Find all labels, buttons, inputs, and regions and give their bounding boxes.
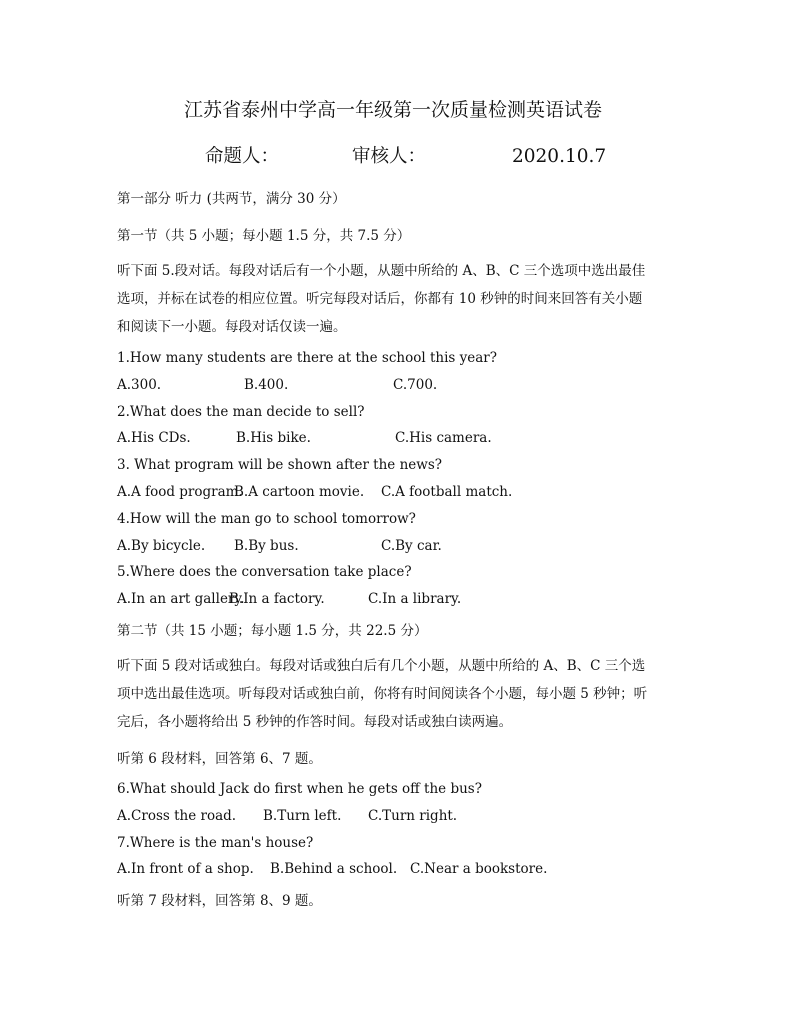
q6-option-a: A.Cross the road.	[117, 808, 237, 824]
section2-instruction-line: 项中选出最佳选项。听每段对话或独白前，你将有时间阅读各个小题，每小题 5 秒钟；听	[117, 686, 648, 702]
q6-option-b: B.Turn left.	[263, 808, 342, 824]
q3-option-a: A.A food program.	[117, 484, 243, 500]
question-6: 6.What should Jack do first when he gets off the bus?	[117, 781, 482, 797]
q4-option-c: C.By car.	[381, 538, 442, 554]
section1-instruction-line: 和阅读下一小题。每段对话仅读一遍。	[117, 319, 347, 335]
part1-heading: 第一部分 听力 (共两节，满分 30 分）	[117, 191, 346, 207]
proposer-label: 命题人：	[205, 146, 280, 167]
question-3: 3. What program will be shown after the news?	[117, 457, 442, 473]
q3-option-b: B.A cartoon movie.	[234, 484, 365, 500]
q1-option-c: C.700.	[393, 377, 438, 393]
q5-option-b: B.In a factory.	[229, 591, 325, 607]
section2-instruction-line: 完后，各小题将给出 5 秒钟的作答时间。每段对话或独白读两遍。	[117, 714, 513, 730]
reviewer-label: 审核人：	[352, 146, 427, 167]
q1-option-b: B.400.	[244, 377, 289, 393]
q7-option-c: C.Near a bookstore.	[410, 861, 548, 877]
question-4: 4.How will the man go to school tomorrow?	[117, 511, 416, 527]
q2-option-b: B.His bike.	[236, 430, 311, 446]
material-7-heading: 听第 7 段材料，回答第 8、9 题。	[117, 893, 322, 909]
material-6-heading: 听第 6 段材料，回答第 6、7 题。	[117, 751, 322, 767]
exam-date: 2020.10.7	[512, 146, 607, 167]
q4-option-a: A.By bicycle.	[117, 538, 206, 554]
q4-option-b: B.By bus.	[234, 538, 299, 554]
section2-heading: 第二节（共 15 小题；每小题 1.5 分，共 22.5 分）	[117, 623, 428, 639]
q3-option-c: C.A football match.	[381, 484, 513, 500]
question-7: 7.Where is the man's house?	[117, 835, 314, 851]
q5-option-a: A.In an art gallery.	[117, 591, 245, 607]
q7-option-b: B.Behind a school.	[270, 861, 398, 877]
q5-option-c: C.In a library.	[368, 591, 462, 607]
section2-instruction-line: 听下面 5 段对话或独白。每段对话或独白后有几个小题，从题中所给的 A、B、C 三个选	[117, 658, 646, 674]
section1-heading: 第一节（共 5 小题；每小题 1.5 分，共 7.5 分）	[117, 228, 411, 244]
q7-option-a: A.In front of a shop.	[117, 861, 254, 877]
question-2: 2.What does the man decide to sell?	[117, 404, 365, 420]
question-1: 1.How many students are there at the school this year?	[117, 350, 497, 366]
exam-title: 江苏省泰州中学高一年级第一次质量检测英语试卷	[184, 99, 603, 121]
q6-option-c: C.Turn right.	[368, 808, 458, 824]
section1-instruction-line: 听下面 5.段对话。每段对话后有一个小题，从题中所给的 A、B、C 三个选项中选出最佳	[117, 263, 646, 279]
q2-option-a: A.His CDs.	[117, 430, 191, 446]
q1-option-a: A.300.	[117, 377, 162, 393]
question-5: 5.Where does the conversation take place?	[117, 564, 412, 580]
section1-instruction-line: 选项，并标在试卷的相应位置。听完每段对话后，你都有 10 秒钟的时间来回答有关小题	[117, 291, 643, 307]
q2-option-c: C.His camera.	[395, 430, 492, 446]
